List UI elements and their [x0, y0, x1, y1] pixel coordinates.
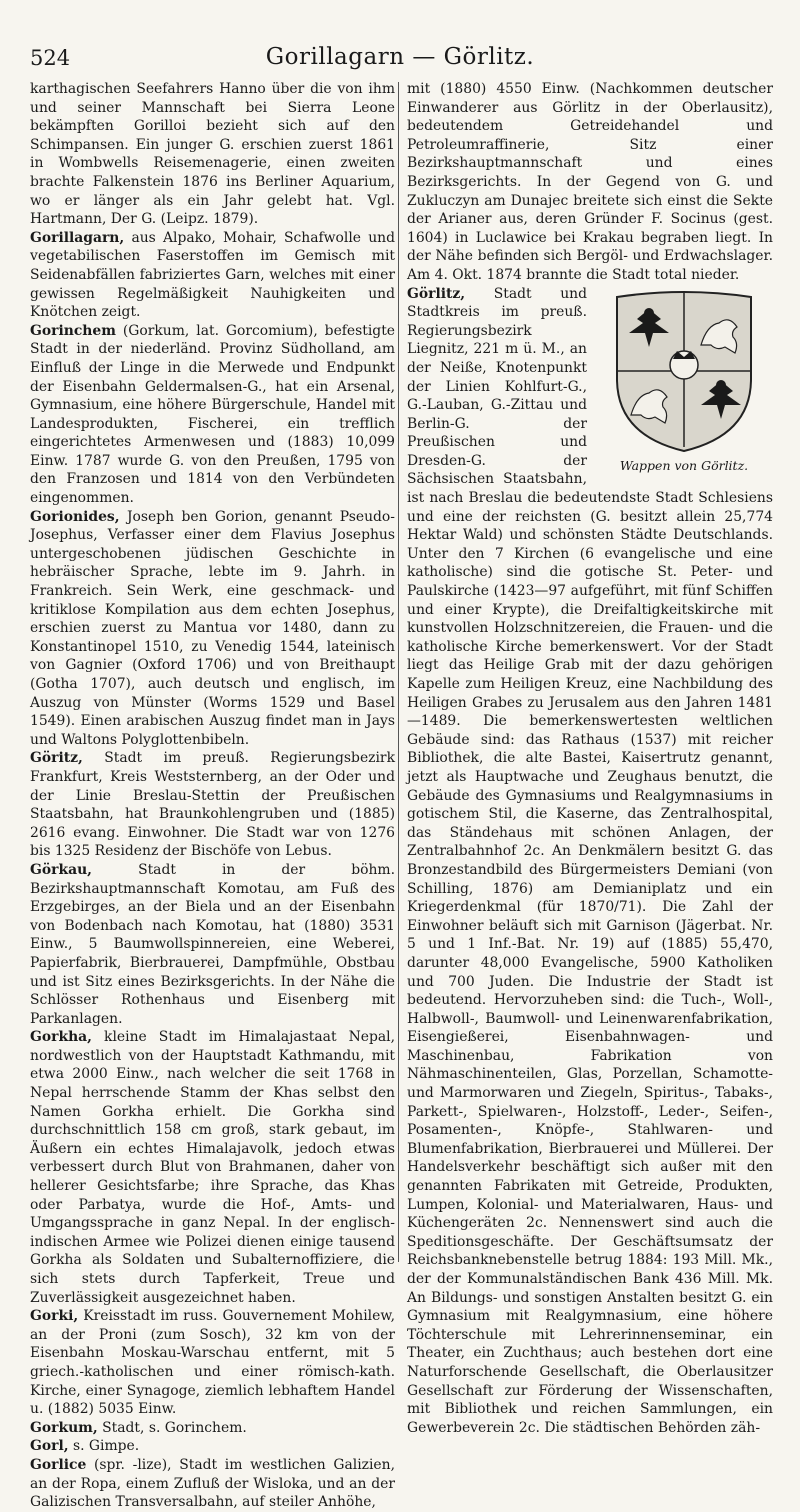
dictionary-entry — [30, 229, 395, 322]
dictionary-entry — [30, 861, 395, 1028]
entry-text: Stadt, s. Gorinchem. — [97, 1419, 247, 1436]
entry-text: Stadt im preuß. Regierungsbezirk Frankfurt, Kreis Weststernberg, an der Oder und der Linie Breslau-Stettin der Preußischen Staatsbahn, hat Braunkohlengruben und (1885) 2616 evang. Einwohner. Die Stadt war von 1276 bis 1325 Residenz der Bischöfe von Lebus. — [30, 750, 395, 860]
entry-text: mit (1880) 4550 Einw. (Nachkommen deutscher Einwanderer aus Görlitz in der Oberlausitz), bedeutendem Getreidehandel und Petroleumraffinerie, Sitz einer Bezirkshauptmannschaft und eines Bezirksgerichts. In der Gegend von G. und Zukluczyn am Dunajec breitete sich einst die Sekte der Arianer aus, deren Gründer F. Socinus (gest. 1604) in Luclawice bei Krakau begraben liegt. In der Nähe befinden sich Bergöl- und Erdwachslager. Am 4. Okt. 1874 brannte die Stadt total nieder. — [407, 81, 773, 283]
page-number: 524 — [30, 46, 71, 70]
dictionary-entry — [30, 1419, 395, 1438]
entry-text: aus Alpako, Mohair, Schafwolle und vegetabilischen Faserstoffen im Gemisch mit Seidenabfällen fabriziertes Garn, welches mit einer gewissen Regelmäßigkeit Nauhigkeiten und Knötchen zeigt. — [30, 229, 395, 321]
coat-of-arms-icon — [609, 287, 759, 455]
entry-goerlitz — [407, 285, 773, 1438]
figure-caption: Wappen von Görlitz. — [619, 457, 749, 473]
entry-headword: Gorki, — [30, 1308, 79, 1325]
entry-headword: Görlitz, — [407, 285, 466, 302]
dictionary-entry — [30, 508, 395, 750]
entry-headword: Göritz, — [30, 750, 83, 767]
entry-headword: Gorl, — [30, 1438, 69, 1455]
entry-continuation — [407, 80, 773, 285]
entry-headword: Gorkum, — [30, 1419, 98, 1436]
dictionary-entry — [30, 1307, 395, 1419]
left-column — [30, 80, 395, 1512]
dictionary-entry — [30, 322, 395, 508]
page-header — [30, 38, 770, 78]
entry-headword: Gorinchem — [30, 322, 116, 339]
dictionary-entry — [30, 80, 395, 229]
running-head: Gorillagarn — Görlitz. — [265, 44, 535, 70]
dictionary-entry — [30, 1456, 395, 1512]
coat-of-arms-figure — [595, 287, 773, 476]
entry-text: Stadt und Stadtkreis im preuß. Regierungsbezirk Liegnitz, 221 m ü. M., an der Neiße, Knotenpunkt der Linien Kohlfurt-G., G.-Lauban, G.-Zittau und Berlin-G. der Preußischen und Dresden-G. der Sächsischen Staatsbahn, ist nach Breslau die bedeutendste Stadt Schlesiens und eine der reichsten (G. besitzt allein 25,774 Hektar Wald) und schönsten Städte Deutschlands. Unter den 7 Kirchen (6 evangelische und eine katholische) sind die gotische St. Peter- und Paulskirche (1423—97 aufgeführt, mit fünf Schiffen und einer Krypte), die Dreifaltigkeitskirche mit kunstvollen Holzschnitzereien, die Frauen- und die katholische Kirche bemerkenswert. Vor der Stadt liegt das Heilige Grab mit der dazu gehörigen Kapelle zum Heiligen Kreuz, eine Nachbildung des Heiligen Grabes zu Jerusalem aus den Jahren 1481—1489. Die bemerkenswertesten weltlichen Gebäude sind: das Rathaus (1537) mit reicher Bibliothek, die alte Bastei, Kaisertrutz genannt, jetzt als Hauptwache und Zeughaus benutzt, die Gebäude des Gymnasiums und Realgymnasiums in gotischem Stil, die Kaserne, das Zentralhospital, das Ständehaus mit schönen Anlagen, der Zentralbahnhof 2c. An Denkmälern besitzt G. das Bronzestandbild des Bürgermeisters Demiani (von Schilling, 1876) am Demianiplatz und ein Kriegerdenkmal (für 1870/71). Die Zahl der Einwohner beläuft sich mit Garnison (Jägerbat. Nr. 5 und 1 Inf.-Bat. Nr. 19) auf (1885) 55,470, darunter 48,000 Evangelische, 5900 Katholiken und 700 Juden. Die Industrie der Stadt ist bedeutend. Hervorzuheben sind: die Tuch-, Woll-, Halbwoll-, Baumwoll- und Leinenwarenfabrikation, Eisengießerei, Eisenbahnwagen- und Maschinenbau, Fabrikation von Nähmaschinenteilen, Glas, Porzellan, Schamotte- und Marmorwaren und Ziegeln, Spiritus-, Tabaks-, Parkett-, Spielwaren-, Holzstoff-, Leder-, Seifen-, Posamenten-, Knöpfe-, Stahlwaren- und Blumenfabrikation, Bierbrauerei und Müllerei. Der Handelsverkehr beschäftigt sich außer mit den genannten Fabrikaten mit Getreide, Produkten, Lumpen, Kolonial- und Materialwaren, Haus- und Küchengeräten 2c. Nennenswert sind auch die Speditionsgeschäfte. Der Geschäftsumsatz der Reichsbanknebenstelle betrug 1884: 193 Mill. Mk., der der Kommunalständischen Bank 436 Mill. Mk. An Bildungs- und sonstigen Anstalten besitzt G. ein Gymnasium mit Realgymnasium, eine höhere Töchterschule mit Lehrerinnenseminar, ein Theater, ein Zuchthaus; auch bestehen dort eine Naturforschende Gesellschaft, die Oberlausitzer Gesellschaft zur Förderung der Wissenschaften, mit Bibliothek und reichen Sammlungen, ein Gewerbeverein 2c. Die städtischen Behörden zäh- — [407, 285, 773, 1436]
entry-text: karthagischen Seefahrers Hanno über die von ihm und seiner Mannschaft bei Sierra Leone bekämpften Gorilloi bezieht sich auf den Schimpansen. Ein junger G. erschien zuerst 1861 in Wombwells Reisemenagerie, einen zweiten brachte Falkenstein 1876 ins Berliner Aquarium, wo er länger als ein Jahr gelebt hat. Vgl. Hartmann, Der G. (Leipz. 1879). — [30, 81, 395, 228]
entry-text: Kreisstadt im russ. Gouvernement Mohilew, an der Proni (zum Sosch), 32 km von der Eisenbahn Moskau-Warschau entfernt, mit 5 griech.-katholischen und einer römisch-kath. Kirche, einer Synagoge, ziemlich lebhaftem Handel u. (1882) 5035 Einw. — [30, 1308, 395, 1418]
entry-text: (Gorkum, lat. Gorcomium), befestigte Stadt in der niederländ. Provinz Südholland, am Einfluß der Linge in die Merwede und Endpunkt der Eisenbahn Geldermalsen-G., hat ein Arsenal, Gymnasium, eine höhere Bürgerschule, Handel mit Landesprodukten, Fischerei, ein trefflich eingerichtetes Armenwesen und (1883) 10,099 Einw. 1787 wurde G. von den Preußen, 1795 von den Franzosen und 1814 von den Verbündeten eingenommen. — [30, 322, 395, 507]
dictionary-entry — [30, 1028, 395, 1307]
right-column — [407, 80, 773, 1437]
entry-headword: Görkau, — [30, 861, 93, 878]
entry-text: Stadt in der böhm. Bezirkshauptmannschaft Komotau, am Fuß des Erzgebirges, an der Biela und an der Eisenbahn von Bodenbach nach Komotau, hat (1880) 3531 Einw., 5 Baumwollspinnereien, eine Weberei, Papierfabrik, Bierbrauerei, Dampfmühle, Obstbau und ist Sitz eines Bezirksgerichts. In der Nähe die Schlösser Rothenhaus und Eisenberg mit Parkanlagen. — [30, 861, 395, 1027]
entry-headword: Gorkha, — [30, 1029, 93, 1046]
entry-headword: Gorlice — [30, 1456, 87, 1473]
entry-text: (spr. -lize), Stadt im westlichen Galizien, an der Ropa, einem Zufluß der Wisloka, und an der Galizischen Transversalbahn, auf steiler Anhöhe, — [30, 1456, 395, 1511]
entry-headword: Gorionides, — [30, 508, 120, 525]
entry-text: s. Gimpe. — [68, 1438, 140, 1455]
dictionary-entry — [30, 749, 395, 861]
dictionary-entry — [30, 1437, 395, 1456]
entry-text: Joseph ben Gorion, genannt Pseudo-Josephus, Verfasser einer dem Flavius Josephus untergeschobenen jüdischen Geschichte in hebräischer Sprache, lebte im 9. Jahrh. in Frankreich. Sein Werk, eine geschmack- und kritiklose Kompilation aus dem echten Josephus, erschien zuerst zu Mantua vor 1480, dann zu Konstantinopel 1510, zu Venedig 1544, lateinisch von Gagnier (Oxford 1706) und von Breithaupt (Gotha 1707), auch deutsch und englisch, im Auszug von Münster (Worms 1529 und Basel 1549). Einen arabischen Auszug findet man in Jays und Waltons Polyglottenbibeln. — [30, 508, 395, 748]
column-rule — [398, 82, 399, 1262]
entry-headword: Gorillagarn, — [30, 229, 125, 246]
entry-text: kleine Stadt im Himalajastaat Nepal, nordwestlich von der Hauptstadt Kathmandu, mit etwa 2000 Einw., nach welcher die seit 1768 in Nepal herrschende Stamm der Khas selbst den Namen Gorkha erhielt. Die Gorkha sind durchschnittlich 158 cm groß, stark gebaut, im Äußern ein echtes Himalajavolk, jedoch etwas verbessert durch Blut von Brahmanen, daher von hellerer Gesichtsfarbe; ihre Sprache, das Khas oder Parbatya, wurde die Hof-, Amts- und Umgangssprache in ganz Nepal. In der englisch-indischen Armee wie Polizei dienen einige tausend Gorkha als Soldaten und Subalternoffiziere, die sich stets durch Tapferkeit, Treue und Zuverlässigkeit ausgezeichnet haben. — [30, 1029, 395, 1306]
